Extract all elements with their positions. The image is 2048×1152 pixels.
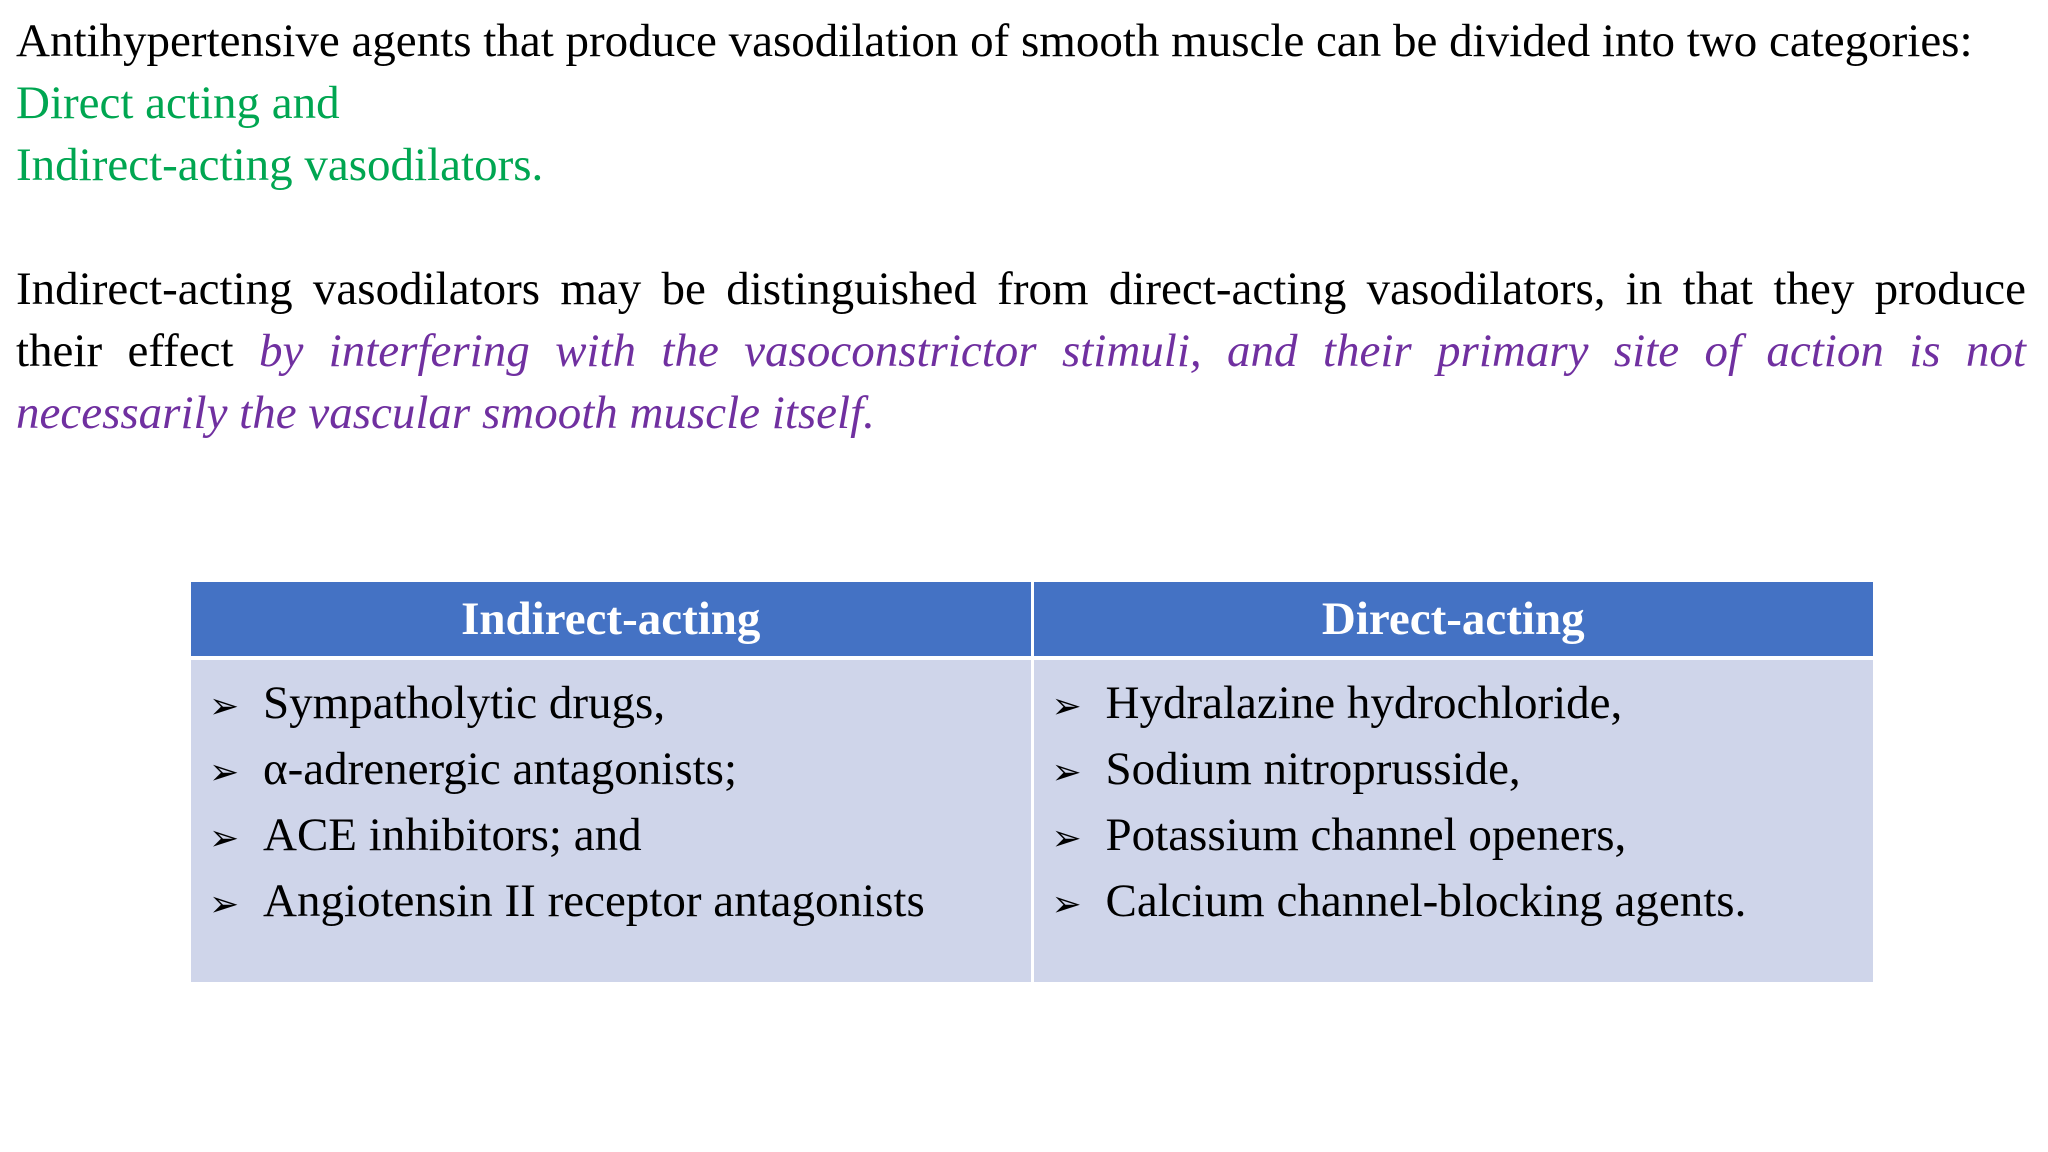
arrowhead-bullet-icon: ➢: [1051, 818, 1082, 859]
arrowhead-bullet-icon: ➢: [1051, 686, 1082, 727]
spacer: [16, 196, 2026, 258]
list-item: [1052, 738, 1874, 804]
arrowhead-bullet-icon: ➢: [1051, 884, 1082, 925]
list-item: [209, 738, 1031, 804]
intro-paragraph: Antihypertensive agents that produce vasodilation of smooth muscle can be divided into two categories:: [16, 15, 1973, 67]
header-indirect-acting: Indirect-acting: [191, 582, 1032, 658]
category-direct: Direct acting and: [16, 77, 340, 129]
item-text: α-adrenergic antagonists;: [263, 743, 738, 795]
header-direct-acting: Direct-acting: [1032, 582, 1873, 658]
list-item: [209, 672, 1031, 738]
distinction-emphasis: by interfering with the vasoconstrictor stimuli, and their primary site of action is not necessarily the vascular smooth muscle itself.: [16, 325, 2026, 439]
arrowhead-bullet-icon: ➢: [209, 884, 240, 925]
table-row: [191, 658, 1873, 982]
item-text: Potassium channel openers,: [1105, 809, 1627, 861]
list-item: [209, 870, 1031, 936]
category-indirect: Indirect-acting vasodilators.: [16, 139, 544, 191]
comparison-table: [191, 582, 1873, 982]
indirect-acting-cell: [191, 658, 1032, 982]
item-text: Calcium channel-blocking agents.: [1105, 875, 1747, 927]
list-item: [1052, 672, 1874, 738]
item-text: Hydralazine hydrochloride,: [1105, 677, 1623, 729]
arrowhead-bullet-icon: ➢: [209, 686, 240, 727]
arrowhead-bullet-icon: ➢: [1051, 752, 1082, 793]
vasodilator-table: [191, 582, 1873, 982]
category-list: [16, 72, 2026, 196]
arrowhead-bullet-icon: ➢: [209, 752, 240, 793]
item-text: Angiotensin II receptor antagonists: [263, 875, 925, 927]
item-text: Sympatholytic drugs,: [263, 677, 666, 729]
item-text: ACE inhibitors; and: [263, 809, 642, 861]
item-text: Sodium nitroprusside,: [1105, 743, 1521, 795]
list-item: [209, 804, 1031, 870]
direct-acting-cell: [1032, 658, 1873, 982]
table-header-row: [191, 582, 1873, 658]
distinction-paragraph: [16, 258, 2026, 444]
slide-content: [16, 10, 2026, 444]
distinction-lead: Indirect-acting vasodilators may be distinguished from direct-acting vasodilators, in that they produce their effect: [16, 263, 2026, 377]
list-item: [1052, 804, 1874, 870]
arrowhead-bullet-icon: ➢: [209, 818, 240, 859]
list-item: [1052, 870, 1874, 936]
